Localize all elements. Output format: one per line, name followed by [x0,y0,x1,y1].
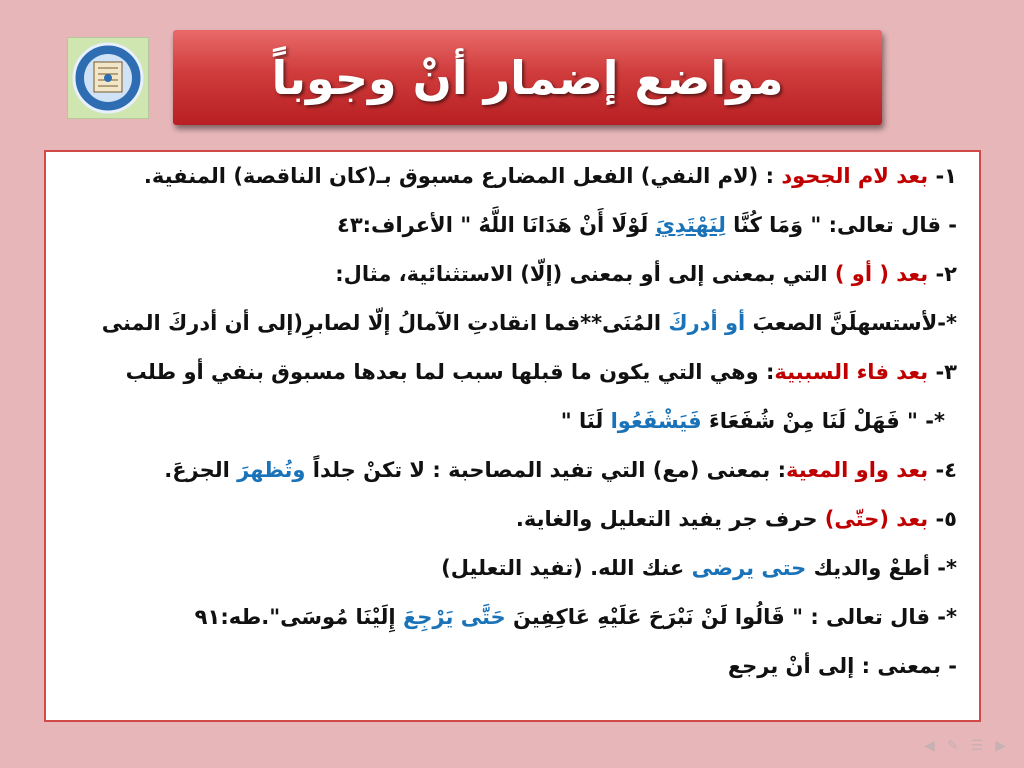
text-line [64,646,957,686]
line-keyword: بعد (حتّى) [824,507,929,531]
line-text: لَوْلَا أَنْ هَدَانَا اللَّهُ " الأعراف:٤٣ [337,213,656,237]
text-line [64,548,957,588]
line-keyword: وتُظهرَ [237,458,306,482]
line-text: : (لام النفي) الفعل المضارع مسبوق بـ(كان الناقصة) المنفية. [143,164,782,188]
line-text: عنك الله. (تفيد التعليل) [441,556,692,580]
prev-arrow-icon[interactable]: ◀ [924,738,935,754]
line-text: ١- [928,164,957,188]
line-keyword: بعد فاء السببية [774,360,929,384]
text-line [64,499,957,539]
text-line [64,303,957,343]
title-banner [173,30,882,125]
next-arrow-icon[interactable]: ▶ [995,738,1006,754]
library-emblem-icon [68,38,148,118]
line-text: التي بمعنى إلى أو بمعنى (إلّا) الاستثنائية، مثال: [335,262,835,286]
line-text: *- قال تعالى : " قَالُوا لَنْ نَبْرَحَ عَلَيْهِ عَاكِفِينَ [505,605,957,629]
line-text: لَنَا " [560,409,611,433]
line-keyword: لِنَهْتَدِيَ [655,213,726,237]
line-text: : وهي التي يكون ما قبلها سبب لما بعدها مسبوق بنفي أو طلب [125,360,775,384]
text-line [64,205,957,245]
line-text: *-لأستسهلَنَّ الصعبَ [745,311,957,335]
line-text: الجزعَ. [164,458,238,482]
line-text: ٤- [928,458,957,482]
text-line [64,352,957,392]
line-keyword: بعد لام الجحود [781,164,929,188]
line-text: ٣- [928,360,957,384]
text-line [64,597,957,637]
text-line [64,450,957,490]
line-text: المُنَى**فما انقادتِ الآمالُ إلّا لصابرِ(إلى أن أدركَ المنى [101,311,669,335]
menu-icon[interactable]: ☰ [970,738,984,754]
text-line [64,156,957,196]
line-keyword: حتى يرضى [691,556,807,580]
line-keyword: حَتَّى يَرْجِعَ [402,605,506,629]
library-logo [67,37,149,119]
line-keyword: أو أدركَ [668,311,746,335]
line-text: *- " فَهَلْ لَنَا مِنْ شُفَعَاءَ [701,409,945,433]
content-panel [44,150,981,722]
pen-icon[interactable]: ✎ [946,738,959,754]
line-text: إِلَيْنَا مُوسَى".طه:٩١ [194,605,403,629]
line-keyword: بعد واو المعية [786,458,929,482]
line-text: ٥- [928,507,957,531]
page-title: مواضع إضمار أنْ وجوباً [271,50,784,105]
text-line [64,254,957,294]
line-text: : بمعنى (مع) التي تفيد المصاحبة : لا تكنْ جلداً [305,458,787,482]
line-text: - بمعنى : إلى أنْ يرجع [727,654,957,678]
line-keyword: فَيَشْفَعُوا [610,409,702,433]
line-text: - قال تعالى: " وَمَا كُنَّا [725,213,957,237]
line-text: *- أطعْ والديك [806,556,957,580]
slide-navigation [924,738,1006,754]
line-keyword: بعد ( أو ) [834,262,929,286]
text-line [64,401,945,441]
line-text: حرف جر يفيد التعليل والغاية. [515,507,825,531]
line-text: ٢- [928,262,957,286]
